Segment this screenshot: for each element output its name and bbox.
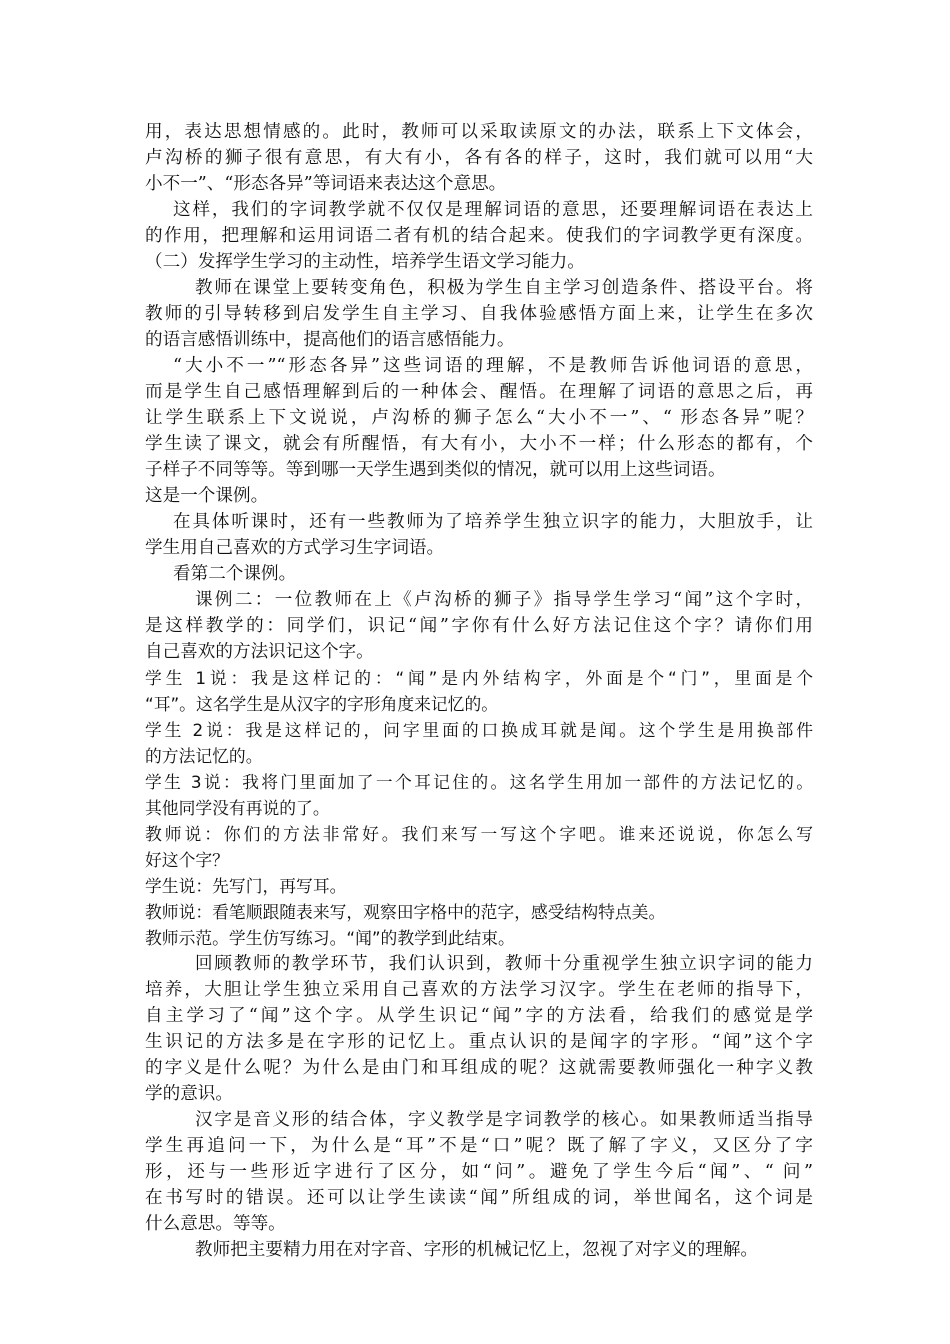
text-line: 的字义是什么呢？为什么是由门和耳组成的呢？这就需要教师强化一种字义教 — [145, 1058, 813, 1078]
text-line: 教师的引导转移到启发学生自主学习、自我体验感悟方面上来，让学生在多次 — [145, 304, 813, 324]
document-page — [145, 119, 813, 1263]
text-line: 学生读了课文，就会有所醒悟，有大有小，大小不一样；什么形态的都有，个 — [145, 434, 813, 454]
text-line: 教师在课堂上要转变角色，积极为学生自主学习创造条件、搭设平台。将 — [195, 278, 813, 298]
text-line: 课例二：一位教师在上《卢沟桥的狮子》指导学生学习“闻”这个字时， — [195, 590, 813, 610]
dialogue-line: 教师说：你们的方法非常好。我们来写一写这个字吧。谁来还说说，你怎么写 — [145, 824, 813, 844]
text-line: “大小不一”“形态各异”这些词语的理解，不是教师告诉他词语的意思， — [173, 356, 813, 376]
text-line: 学生用自己喜欢的方式学习生字词语。 — [145, 538, 445, 558]
text-line: 自己喜欢的方法识记这个字。 — [145, 642, 374, 662]
text-line: 小不一”、“形态各异”等词语来表达这个意思。 — [145, 174, 507, 194]
dialogue-line: 其他同学没有再说的了。 — [145, 798, 330, 818]
text-line: 形，还与一些形近字进行了区分，如“问”。避免了学生今后“闻”、“ 问” — [145, 1162, 813, 1182]
text-line: 学生再追问一下，为什么是“耳”不是“口”呢？既了解了字义，又区分了字 — [145, 1136, 813, 1156]
dialogue-line: “耳”。这名学生是从汉字的字形角度来记忆的。 — [145, 694, 499, 714]
dialogue-line: 学生 2说：我是这样记的，问字里面的口换成耳就是闻。这个学生是用换部件 — [145, 720, 813, 740]
text-line: 生识记的方法多是在字形的记忆上。重点认识的是闻字的字形。“闻”这个字 — [145, 1032, 813, 1052]
dialogue-line: 教师说：看笔顺跟随表来写，观察田字格中的范字，感受结构特点美。 — [145, 902, 666, 922]
text-line: 的语言感悟训练中，提高他们的语言感悟能力。 — [145, 330, 515, 350]
text-line: 让学生联系上下文说说，卢沟桥的狮子怎么“大小不一”、“ 形态各异”呢？ — [145, 408, 813, 428]
text-line: 的作用，把理解和运用词语二者有机的结合起来。使我们的字词教学更有深度。 — [145, 226, 813, 246]
text-line: 这样，我们的字词教学就不仅仅是理解词语的意思，还要理解词语在表达上 — [173, 200, 813, 220]
text-line: 卢沟桥的狮子很有意思，有大有小，各有各的样子，这时，我们就可以用“大 — [145, 148, 813, 168]
text-line: 这是一个课例。 — [145, 486, 269, 506]
text-line: 教师把主要精力用在对字音、字形的机械记忆上，忽视了对字义的理解。 — [195, 1240, 759, 1260]
text-line: 学的意识。 — [145, 1084, 233, 1104]
text-line: 是这样教学的：同学们，识记“闻”字你有什么好方法记住这个字？请你们用 — [145, 616, 813, 636]
dialogue-line: 教师示范。学生仿写练习。“闻”的教学到此结束。 — [145, 928, 515, 948]
text-line: 汉字是音义形的结合体，字义教学是字词教学的核心。如果教师适当指导 — [195, 1110, 813, 1130]
text-line: 回顾教师的教学环节，我们认识到，教师十分重视学生独立识字词的能力 — [195, 954, 813, 974]
text-line: 而是学生自己感悟理解到后的一种体会、醒悟。在理解了词语的意思之后，再 — [145, 382, 813, 402]
text-line: 看第二个课例。 — [173, 564, 297, 584]
text-line: 自主学习了“闻”这个字。从学生识记“闻”字的方法看，给我们的感觉是学 — [145, 1006, 813, 1026]
dialogue-line: 的方法记忆的。 — [145, 746, 263, 766]
dialogue-line: 学生 3说：我将门里面加了一个耳记住的。这名学生用加一部件的方法记忆的。 — [145, 772, 813, 792]
section-heading: （二）发挥学生学习的主动性，培养学生语文学习能力。 — [145, 252, 585, 272]
dialogue-line: 学生说：先写门，再写耳。 — [145, 876, 347, 896]
text-line: 子样子不同等等。等到哪一天学生遇到类似的情况，就可以用上这些词语。 — [145, 460, 726, 480]
dialogue-line: 学生 1说：我是这样记的：“闻”是内外结构字，外面是个“门”，里面是个 — [145, 668, 813, 688]
dialogue-line: 好这个字？ — [145, 850, 229, 870]
text-line: 什么意思。等等。 — [145, 1214, 286, 1234]
text-line: 用，表达思想情感的。此时，教师可以采取读原文的办法，联系上下文体会， — [145, 122, 813, 142]
text-line: 在具体听课时，还有一些教师为了培养学生独立识字的能力，大胆放手，让 — [173, 512, 813, 532]
text-line: 培养，大胆让学生独立采用自己喜欢的方法学习汉字。学生在老师的指导下， — [145, 980, 813, 1000]
text-line: 在书写时的错误。还可以让学生读读“闻”所组成的词，举世闻名，这个词是 — [145, 1188, 813, 1208]
